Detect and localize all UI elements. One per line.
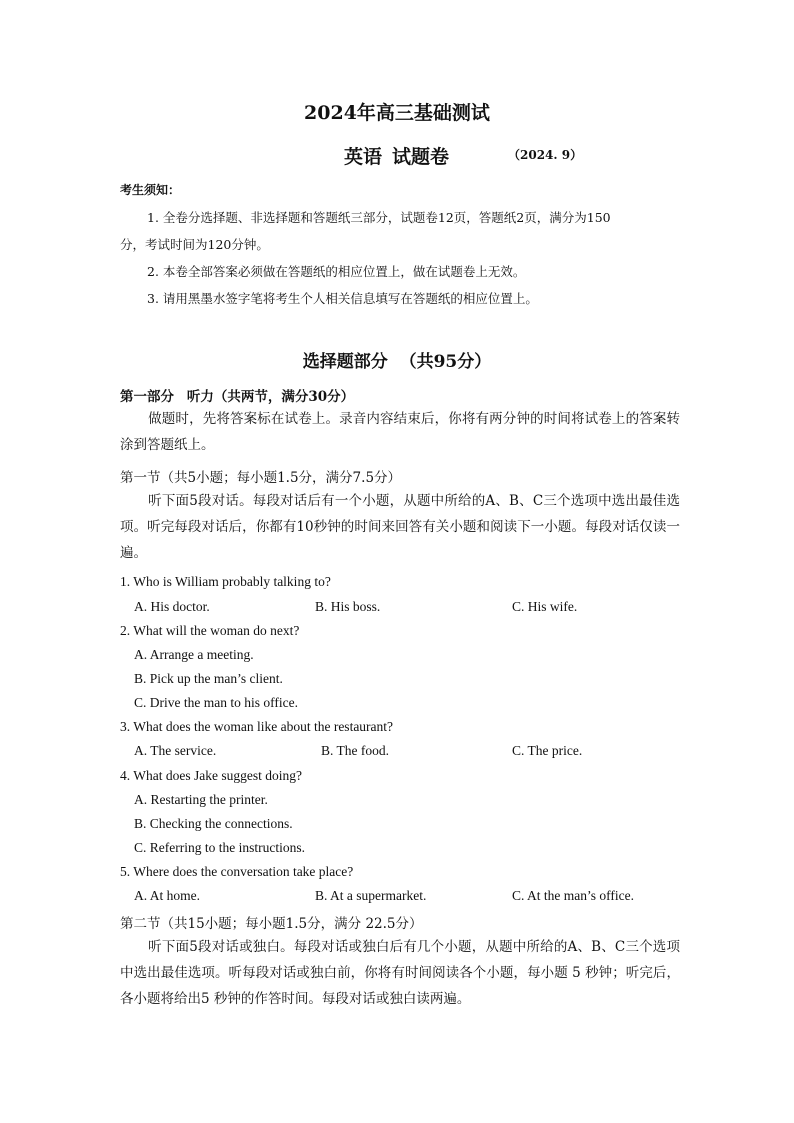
q2-option-b: B. Pick up the man’s client. [134, 671, 283, 686]
notice-item-3: 3. 请用黑墨水签字笔将考生个人相关信息填写在答题纸的相应位置上。 [147, 291, 538, 306]
q1-option-a: A. His doctor. [134, 599, 210, 614]
q5-option-c: C. At the man’s office. [512, 888, 634, 903]
exam-date: （2024. 9） [508, 148, 583, 162]
q3-option-b: B. The food. [321, 743, 389, 758]
question-3: 3. What does the woman like about the restaurant? [120, 719, 394, 734]
sec1-heading: 第一节（共5小题；每小题1.5分，满分7.5分） [120, 470, 402, 486]
sec2-instruction: 听下面5段对话或独白。每段对话或独白后有几个小题，从题中所给的A、B、C三个选项中选出最佳选项。听每段对话或独白前，你将有时间阅读各个小题，每小题 5 秒钟；听完后，各小题将给出5 秒钟的作答时间。每段对话或独白读两遍。 [120, 939, 680, 1007]
q2-option-a: A. Arrange a meeting. [134, 647, 254, 662]
section-score: （共95分） [399, 352, 492, 372]
sec2-heading: 第二节（共15小题；每小题1.5分，满分 22.5分） [120, 916, 423, 932]
subject-title [344, 142, 449, 169]
exam-title: 2024年高三基础测试 [304, 102, 490, 124]
question-5: 5. Where does the conversation take place? [120, 864, 354, 879]
q2-option-c: C. Drive the man to his office. [134, 695, 298, 710]
q3-option-a: A. The service. [134, 743, 217, 758]
question-2: 2. What will the woman do next? [120, 623, 300, 638]
q4-option-a: A. Restarting the printer. [134, 792, 268, 807]
question-4: 4. What does Jake suggest doing? [120, 768, 302, 783]
q4-option-b: B. Checking the connections. [134, 816, 293, 831]
notice-item-2: 2. 本卷全部答案必须做在答题纸的相应位置上，做在试题卷上无效。 [147, 264, 526, 279]
q5-option-a: A. At home. [134, 888, 200, 903]
q4-option-c: C. Referring to the instructions. [134, 840, 305, 855]
part1-label: 第一部分 [120, 389, 174, 405]
part1-heading [120, 385, 354, 405]
section-name: 选择题部分 [302, 352, 388, 372]
notice-item-1-cont: 分，考试时间为120分钟。 [120, 237, 269, 252]
notice-heading: 考生须知： [120, 183, 181, 197]
q3-option-c: C. The price. [512, 743, 583, 758]
notice-item-1: 1. 全卷分选择题、非选择题和答题纸三部分，试题卷12页，答题纸2页，满分为150 [147, 210, 611, 225]
question-1: 1. Who is William probably talking to? [120, 574, 331, 589]
q5-option-b: B. At a supermarket. [315, 888, 427, 903]
q1-option-b: B. His boss. [315, 599, 381, 614]
sec1-instruction: 听下面5段对话。每段对话后有一个小题，从题中所给的A、B、C三个选项中选出最佳选项。听完每段对话后，你都有10秒钟的时间来回答有关小题和阅读下一小题。每段对话仅读一遍。 [120, 493, 680, 561]
part1-instruction: 做题时，先将答案标在试卷上。录音内容结束后，你将有两分钟的时间将试卷上的答案转涂到答题纸上。 [120, 411, 680, 453]
subject-name: 英语 [344, 146, 383, 168]
part1-name: 听力（共两节，满分30分） [186, 389, 355, 405]
q1-option-c: C. His wife. [512, 599, 578, 614]
paper-name: 试题卷 [392, 146, 450, 168]
section-title [0, 347, 794, 372]
